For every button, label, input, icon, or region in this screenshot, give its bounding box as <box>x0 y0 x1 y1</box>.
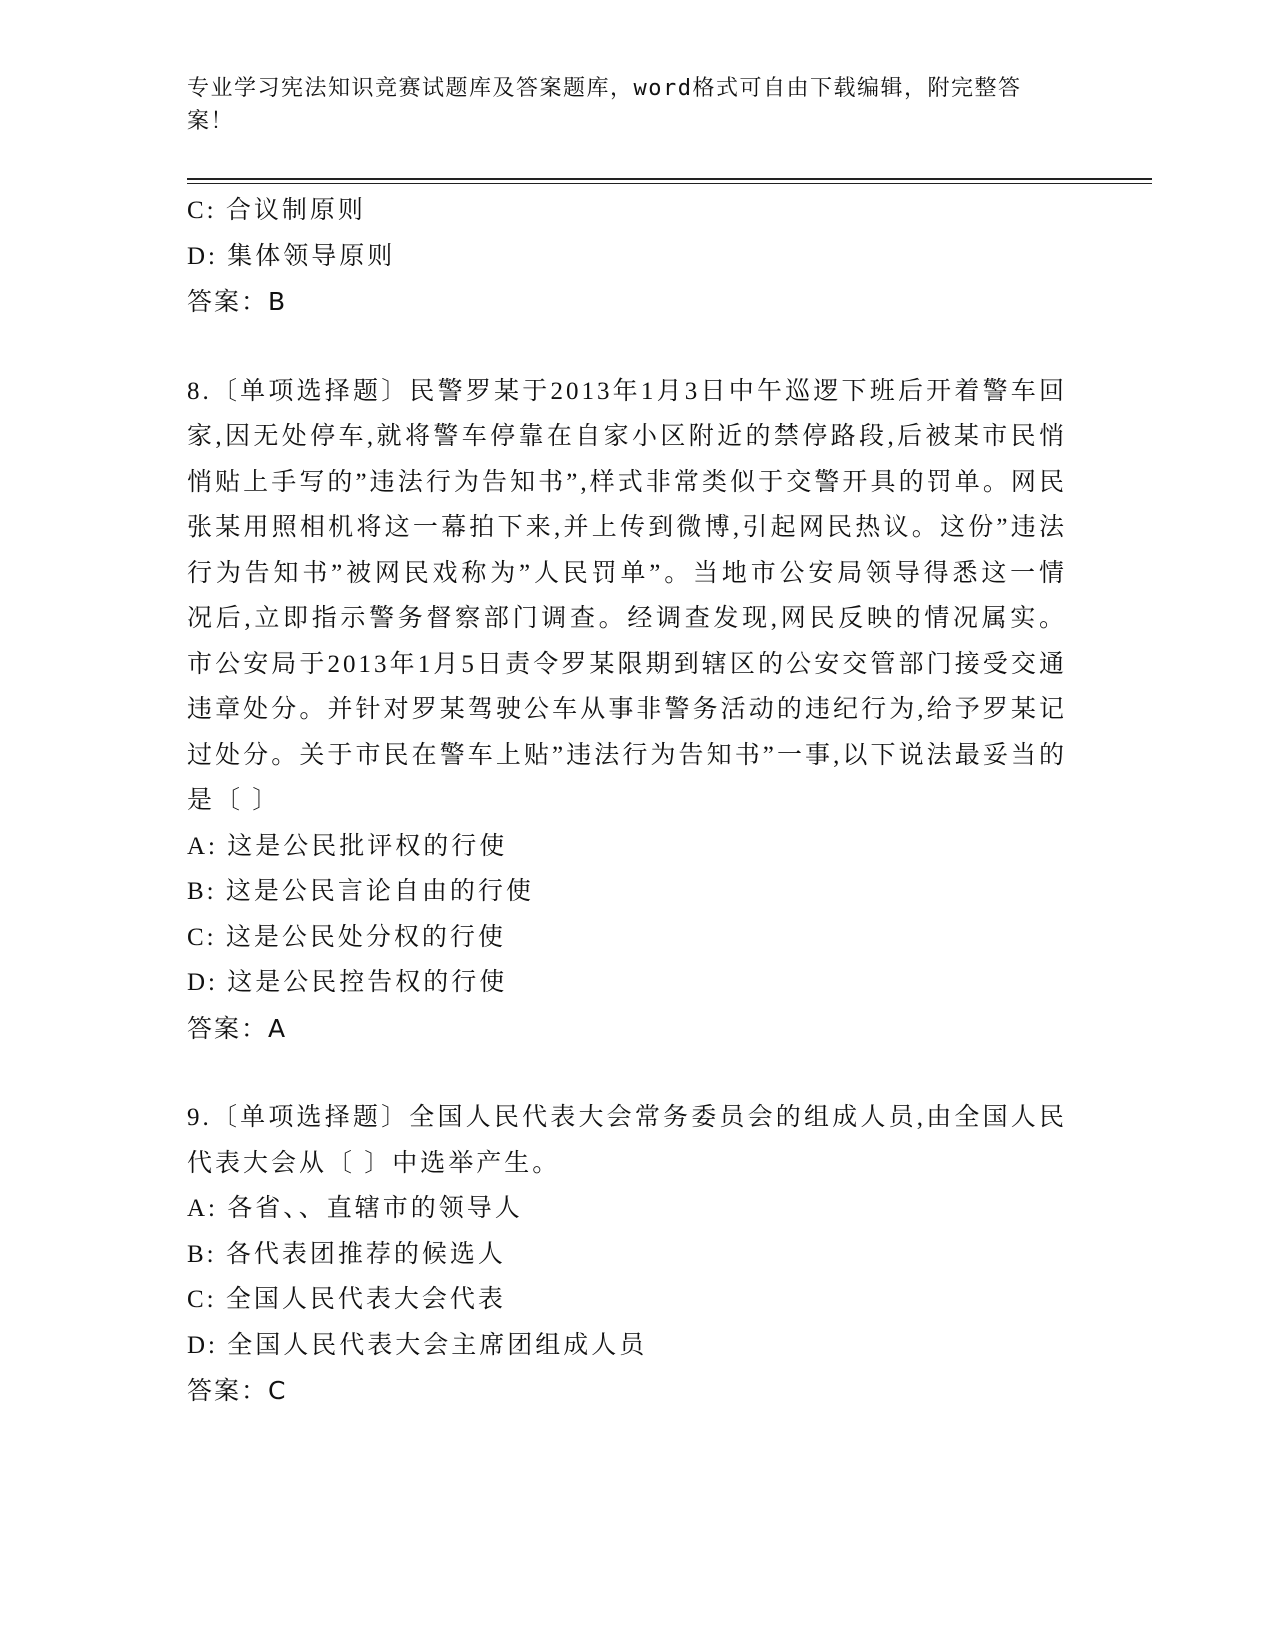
option-b: B: 这是公民言论自由的行使 <box>187 878 534 905</box>
option-a: A: 这是公民批评权的行使 <box>187 832 508 860</box>
page-header: 专业学习宪法知识竞赛试题库及答案题库，word格式可自由下载编辑，附完整答案！ <box>187 76 1022 134</box>
spacer <box>187 1051 1067 1095</box>
document-body <box>187 188 1067 1414</box>
previous-question-tail <box>187 188 1067 325</box>
question-stem: 9.〔单项选择题〕全国人民代表大会常务委员会的组成人员,由全国人民代表大会从〔 〕中选举产生。 <box>187 1104 1067 1177</box>
answer-line: 答案：A <box>187 1013 288 1043</box>
header-rule-thick <box>187 178 1152 180</box>
option-d: D: 这是公民控告权的行使 <box>187 969 508 996</box>
option-a: A: 各省、、直辖市的领导人 <box>187 1195 523 1222</box>
option-d: D: 集体领导原则 <box>187 242 396 270</box>
option-b: B: 各代表团推荐的候选人 <box>187 1240 506 1268</box>
question-8 <box>187 369 1067 1052</box>
option-c: C: 这是公民处分权的行使 <box>187 923 506 951</box>
spacer <box>187 325 1067 369</box>
answer-line: 答案：C <box>187 1376 288 1405</box>
option-c: C: 全国人民代表大会代表 <box>187 1286 506 1313</box>
header-rule-thin <box>187 183 1152 184</box>
question-stem: 8.〔单项选择题〕民警罗某于2013年1月3日中午巡逻下班后开着警车回家,因无处停车,就将警车停靠在自家小区附近的禁停路段,后被某市民悄悄贴上手写的”违法行为告知书”,样式非常类似于交警开具的罚单。网民张某用照相机将这一幕拍下来,并上传到微博,引起网民热议。这份”违法行为告知书”被网民戏称为”人民罚单”。当地市公安局领导得悉这一情况后,立即指示警务督察部门调查。经调查发现,网民反映的情况属实。市公安局于2013年1月5日责令罗某限期到辖区的公安交管部门接受交通违章处分。并针对罗某驾驶公车从事非警务活动的违纪行为,给予罗某记过处分。关于市民在警车上贴”违法行为告知书”一事,以下说法最妥当的是〔 〕 <box>187 377 1067 814</box>
question-9 <box>187 1095 1067 1414</box>
answer-line: 答案：B <box>187 287 288 316</box>
option-c: C: 合议制原则 <box>187 197 366 224</box>
option-d: D: 全国人民代表大会主席团组成人员 <box>187 1331 648 1359</box>
